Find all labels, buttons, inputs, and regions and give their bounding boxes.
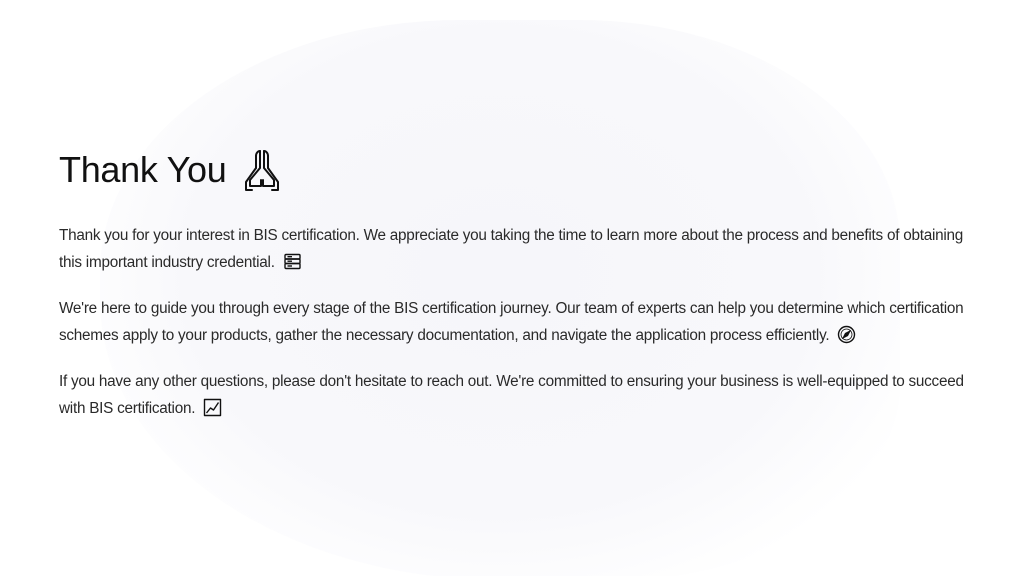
- title-text: Thank You: [59, 149, 227, 190]
- paragraph-guide: [59, 295, 974, 349]
- paragraph-intro: [59, 222, 974, 276]
- slide-content: [59, 146, 974, 441]
- paragraph-text: We're here to guide you through every stage of the BIS certification journey. Our team of experts can help you determine which certification schemes apply to your products, gather the necessary documentation, and navigate the application process efficiently.: [59, 300, 964, 344]
- compass-icon: [837, 325, 856, 344]
- praying-hands-icon: [238, 146, 286, 194]
- card-index-icon: [283, 252, 302, 271]
- chart-increasing-icon: [203, 398, 222, 417]
- paragraph-contact: [59, 368, 974, 422]
- paragraph-text: If you have any other questions, please don't hesitate to reach out. We're committed to ensuring your business is well-equipped to succeed with BIS certification.: [59, 373, 964, 417]
- paragraph-text: Thank you for your interest in BIS certification. We appreciate you taking the time to learn more about the process and benefits of obtaining this important industry credential.: [59, 227, 964, 271]
- page-title: [59, 146, 974, 194]
